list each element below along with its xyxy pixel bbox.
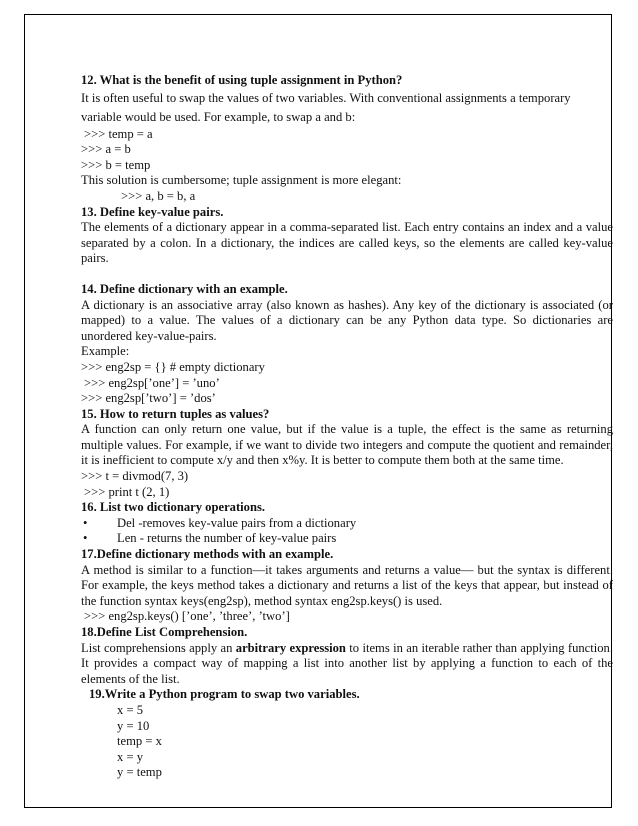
bullet-icon: • bbox=[83, 515, 88, 530]
q19-code-line: y = temp bbox=[117, 765, 162, 780]
q14-code-line: >>> eng2sp[’one’] = ’uno’ bbox=[84, 375, 220, 390]
q17-text: A method is similar to a function—it takes arguments and returns a value— but the syntax is different. For example, the keys method takes a dictionary and returns a list of the keys that appear, but instead of the function syntax keys(eng2sp), method syntax eng2sp.keys() is used. bbox=[81, 562, 613, 608]
q12-text-line2: variable would be used. For example, to swap a and b: bbox=[81, 109, 356, 124]
q19-code-line: x = y bbox=[117, 749, 143, 764]
q12-after-text: This solution is cumbersome; tuple assignment is more elegant: bbox=[81, 173, 402, 188]
q18-text-before: List comprehensions apply an bbox=[81, 640, 236, 655]
q16-bullet-item bbox=[81, 516, 613, 532]
q12-code-line: >>> a = b bbox=[81, 142, 131, 157]
q15-text: A function can only return one value, but if the value is a tuple, the effect is the same as returning multiple values. For example, if we want to divide two integers and compute the quotient and remainder, it is inefficient to compute x/y and then x%y. It is better to compute them both at the same time. bbox=[81, 422, 613, 468]
q17-code-line: >>> eng2sp.keys() [’one’, ’three’, ’two’] bbox=[84, 609, 290, 624]
q18-text-after: to items in an iterable rather than applying function. It provides a compact way of mapping a list into another list by applying a function to each of the elements of the list. bbox=[81, 640, 613, 686]
q19-heading: 19.Write a Python program to swap two variables. bbox=[89, 687, 360, 702]
q14-text: A dictionary is an associative array (also known as hashes). Any key of the dictionary is associated (or mapped) to a value. The values of a dictionary can be any Python data type. So dictionaries are unordered key-value-pairs. bbox=[81, 297, 613, 343]
bullet-icon: • bbox=[83, 531, 88, 546]
q18-text-bold: arbitrary expression bbox=[235, 640, 346, 655]
q12-code-line: >>> temp = a bbox=[84, 126, 153, 141]
q19-code-line: temp = x bbox=[117, 734, 162, 749]
q16-bullet-text: Del -removes key-value pairs from a dictionary bbox=[117, 515, 357, 530]
q18-text bbox=[81, 641, 613, 688]
q19-code-line: x = 5 bbox=[117, 702, 143, 717]
q12-heading: 12. What is the benefit of using tuple assignment in Python? bbox=[81, 73, 403, 87]
q15-code-line: >>> t = divmod(7, 3) bbox=[81, 469, 189, 484]
spacer bbox=[81, 267, 613, 282]
q14-code-line: >>> eng2sp = {} # empty dictionary bbox=[81, 359, 265, 374]
q13-heading: 13. Define key-value pairs. bbox=[81, 204, 224, 219]
q15-heading: 15. How to return tuples as values? bbox=[81, 406, 270, 421]
q12-text-line1: It is often useful to swap the values of two variables. With conventional assignments a temporary bbox=[81, 90, 571, 105]
q16-bullet-item bbox=[81, 531, 613, 547]
q12-tuple-code: >>> a, b = b, a bbox=[121, 188, 196, 203]
document-content bbox=[81, 73, 613, 781]
q13-text: The elements of a dictionary appear in a comma-separated list. Each entry contains an index and a value separated by a colon. In a dictionary, the indices are called keys, so the elements are called key-value pairs. bbox=[81, 220, 613, 266]
q14-code-line: >>> eng2sp[’two’] = ’dos’ bbox=[81, 391, 216, 406]
q14-example-label: Example: bbox=[81, 344, 130, 359]
q15-code-line: >>> print t (2, 1) bbox=[84, 484, 170, 499]
q17-heading: 17.Define dictionary methods with an example. bbox=[81, 547, 334, 562]
q16-bullet-text: Len - returns the number of key-value pairs bbox=[117, 531, 337, 546]
q16-heading: 16. List two dictionary operations. bbox=[81, 500, 266, 515]
q18-heading: 18.Define List Comprehension. bbox=[81, 625, 248, 639]
page-border bbox=[24, 14, 612, 808]
q12-code-line: >>> b = temp bbox=[81, 157, 151, 172]
q14-heading: 14. Define dictionary with an example. bbox=[81, 281, 288, 296]
q19-code-line: y = 10 bbox=[117, 718, 150, 733]
